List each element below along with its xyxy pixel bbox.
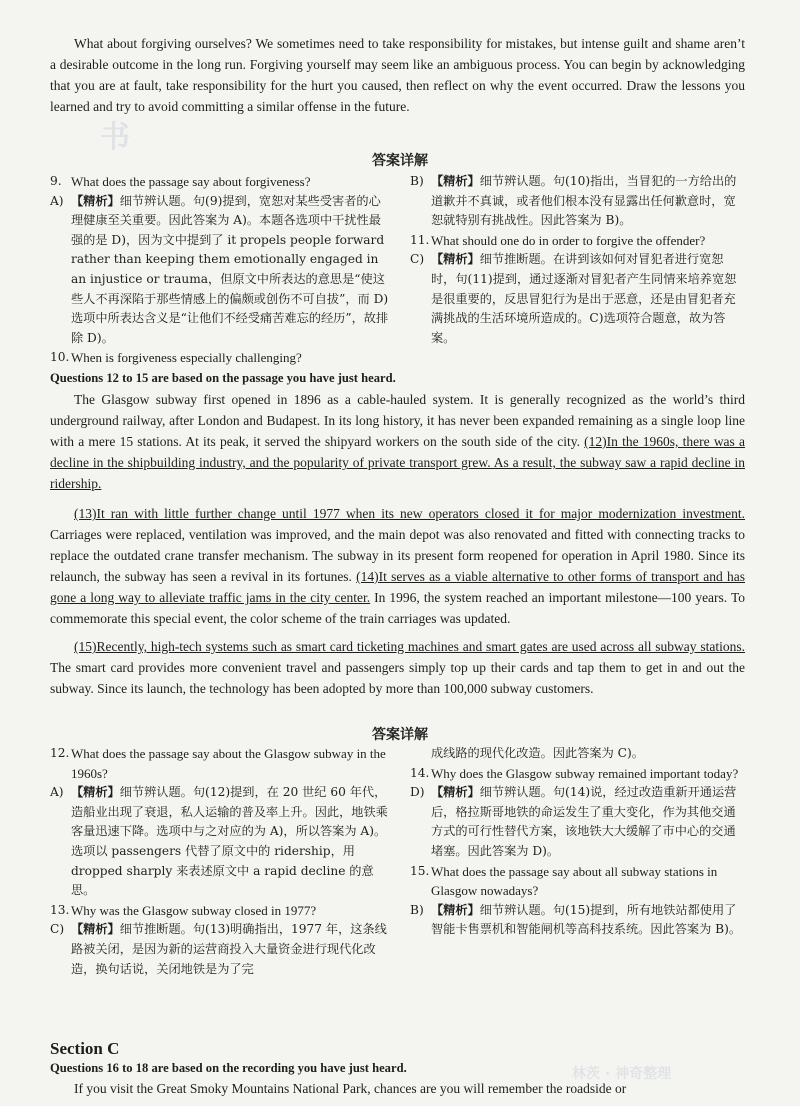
section-c-first-line: If you visit the Great Smoky Mountains National Park, chances are you will remember the roadside or bbox=[74, 1081, 627, 1096]
passage-2-paragraph-1 bbox=[50, 389, 745, 494]
item-text: 细节推断题。在讲到该如何对冒犯者进行宽恕时，句(11)提到，通过逐渐对冒犯者产生同情来培养宽恕是很重要的，反思冒犯行为是出于恶意，还是由冒犯者充满挑战的生活环境所造成的。C)选项符合题意，故为答案。 bbox=[431, 252, 737, 345]
underlined-sentence-14: (14)It serves as a viable alternative to other forms of transport and has gone a long way to alleviate traffic jams in the city center. bbox=[50, 569, 745, 605]
passage-2-text: The Glasgow subway first opened in 1896 as a cable-hauled system. It is generally recognized as the world’s third underground railway, after London and Budapest. In its long history, it has never been expanded remaining as a single loop line with a mere 15 stations. At its peak, it served the shipyard workers on the south side of the city. bbox=[50, 392, 745, 449]
question-number: 15. bbox=[410, 863, 430, 878]
answer-item bbox=[410, 250, 745, 348]
analysis-tag: 【精析】 bbox=[431, 174, 480, 188]
answers-2-left bbox=[50, 744, 390, 979]
item-text: Why was the Glasgow subway closed in 1977? bbox=[71, 902, 317, 918]
analysis-tag: 【精析】 bbox=[431, 785, 480, 800]
question-item bbox=[410, 764, 745, 784]
question-number: 14. bbox=[410, 765, 430, 780]
answers-1-right bbox=[410, 172, 745, 348]
passage-2-text: Carriages were replaced, ventilation was improved, and the main depot was also renovated and fitted with connecting tracks to replace the outdated crane transfer mechanism. The subway in its present form reopened for operation in April 1980. Since its relaunch, the subway has seen a revival in its fortunes. bbox=[50, 527, 745, 584]
intro-paragraph: What about forgiving ourselves? We sometimes need to take responsibility for mistakes, but intense guilt and shame aren’t a desirable outcome in the long run. Forgiving yourself may seem like an ambiguous process. You can begin by acknowledging that you are at fault, take responsibility for the hurt you caused, then reflect on why the event occurred. Draw the lessons you learned and try to avoid committing a similar offense in the future. bbox=[50, 36, 745, 114]
item-text: What does the passage say about all subway stations in Glasgow nowadays? bbox=[431, 863, 718, 899]
question-item bbox=[410, 862, 745, 901]
item-text: 细节辨认题。句(12)提到，在 20 世纪 60 年代，造船业出现了衰退，私人运输的普及率上升。因此，地铁乘客量迅速下降。选项中与之对应的为 A)，所以答案为 A)。选项以 passengers 代替了原文中的 ridership，用 dropped sharply 来表述原文中 a rapid decline 的意思。 bbox=[71, 785, 388, 898]
question-item bbox=[50, 348, 390, 368]
answer-explanation bbox=[71, 192, 390, 349]
item-text: What should one do in order to forgive the offender? bbox=[431, 232, 706, 248]
watermark-footer: 林茨 · 神奇整理 bbox=[572, 1066, 672, 1082]
question-text bbox=[71, 744, 390, 783]
underlined-sentence-13: (13)It ran with little further change until 1977 when its new operators closed it for major modernization investment. bbox=[74, 506, 745, 521]
answer-item bbox=[50, 192, 390, 349]
question-text bbox=[71, 901, 390, 921]
watermark-char: 书 bbox=[100, 120, 130, 155]
passage-2-paragraph-3 bbox=[50, 636, 745, 699]
answer-choice: C) bbox=[410, 252, 425, 267]
question-item bbox=[50, 901, 390, 921]
question-item bbox=[410, 231, 745, 251]
underlined-sentence-15: (15)Recently, high-tech systems such as smart card ticketing machines and smart gates are used across all subway stations. bbox=[74, 639, 745, 654]
question-number: 11. bbox=[410, 232, 430, 247]
item-text: 细节辨认题。句(14)说，经过改造重新开通运营后，格拉斯哥地铁的命运发生了重大变化，作为其他交通方式的可行性替代方案，该地铁大大缓解了市中心的交通堵塞。因此答案为 D)。 bbox=[431, 785, 737, 858]
answer-item bbox=[50, 920, 390, 979]
analysis-tag: 【精析】 bbox=[71, 922, 120, 937]
item-text: Why does the Glasgow subway remained important today? bbox=[431, 765, 739, 781]
question-item bbox=[50, 172, 390, 192]
answer-choice: C) bbox=[50, 922, 65, 937]
analysis-tag: 【精析】 bbox=[71, 785, 120, 800]
answer-explanation bbox=[431, 744, 745, 764]
passage-2-paragraph-2 bbox=[50, 503, 745, 629]
item-text: 细节推断题。句(13)明确指出，1977 年，这条线路被关闭，是因为新的运营商投入大量资金进行现代化改造，换句话说，关闭地铁是为了完 bbox=[71, 922, 387, 976]
answer-choice: B) bbox=[410, 174, 424, 188]
item-text: 细节辨认题。句(9)提到，宽恕对某些受害者的心理健康至关重要。因此答案为 A)。本题各选项中干扰性最强的是 D)，因为文中提到了 it propels people forward rather than keeping them emotionally engaged in an injustice or trauma，但原文中所表达的意思是“使这些人不再深陷于那些情感上的偏颇或创伤不可自拔”，而 D)选项中所表达含义是“让他们不经受痛苦难忘的经历”，故排除 D)。 bbox=[71, 193, 389, 345]
item-text: What does the passage say about the Glasgow subway in the 1960s? bbox=[71, 746, 386, 781]
answer-choice: A) bbox=[50, 785, 64, 800]
question-number: 12. bbox=[50, 746, 70, 760]
answers-1-left bbox=[50, 172, 390, 368]
question-text bbox=[431, 862, 745, 901]
item-text: 细节辨认题。句(10)指出，当冒犯的一方给出的道歉并不真诚，或者他们根本没有显露出任何歉意时，宽恕就特别有挑战性。因此答案为 B)。 bbox=[431, 174, 737, 228]
question-number: 9. bbox=[50, 174, 62, 188]
analysis-tag: 【精析】 bbox=[431, 902, 480, 917]
answer-explanation bbox=[71, 783, 390, 901]
section-c-title: Section C bbox=[50, 1039, 120, 1058]
passage-2-text: The smart card provides more convenient travel and passengers simply top up their cards and tap them to get in and out the subway. Since its launch, the technology has been adopted by more than 100,000 subway customers. bbox=[50, 660, 745, 696]
answers-heading-2: 答案详解 bbox=[372, 727, 428, 743]
answer-choice bbox=[410, 744, 431, 764]
question-text bbox=[431, 231, 745, 251]
answer-item bbox=[410, 172, 745, 231]
passage-2-text: In 1996, the system reached an important milestone—100 years. To commemorate this special event, the color scheme of the train carriages was updated. bbox=[50, 590, 746, 626]
answer-choice: D) bbox=[410, 785, 425, 800]
answer-explanation bbox=[431, 172, 745, 231]
answer-item bbox=[50, 783, 390, 901]
passage-2-title: Questions 12 to 15 are based on the passage you have just heard. bbox=[50, 371, 396, 385]
question-number: 10. bbox=[50, 350, 70, 365]
item-text: When is forgiveness especially challenging? bbox=[71, 350, 302, 366]
question-item bbox=[50, 744, 390, 783]
answer-choice: A) bbox=[50, 193, 64, 208]
answers-heading-1: 答案详解 bbox=[372, 153, 428, 169]
question-text bbox=[71, 348, 390, 368]
answer-explanation bbox=[431, 901, 745, 940]
answer-explanation bbox=[431, 783, 745, 861]
answer-choice: B) bbox=[410, 902, 424, 917]
answers-2-right bbox=[410, 744, 745, 940]
answer-explanation bbox=[431, 250, 745, 348]
answer-explanation bbox=[71, 920, 390, 979]
item-text: 细节辨认题。句(15)提到，所有地铁站都使用了智能卡售票机和智能闸机等高科技系统。因此答案为 B)。 bbox=[431, 902, 742, 937]
answer-item bbox=[410, 901, 745, 940]
answer-item bbox=[410, 744, 745, 764]
answer-item bbox=[410, 783, 745, 861]
analysis-tag: 【精析】 bbox=[431, 252, 480, 267]
section-c-subtitle: Questions 16 to 18 are based on the recording you have just heard. bbox=[50, 1061, 407, 1075]
item-text: What does the passage say about forgiveness? bbox=[71, 174, 311, 189]
question-number: 13. bbox=[50, 902, 70, 917]
underlined-sentence-12: (12)In the 1960s, there was a decline in the shipbuilding industry, and the popularity of private transport grew. As a result, the subway saw a rapid decline in ridership. bbox=[50, 434, 746, 491]
question-text bbox=[71, 172, 390, 192]
question-text bbox=[431, 764, 745, 784]
item-text: 成线路的现代化改造。因此答案为 C)。 bbox=[431, 746, 644, 760]
analysis-tag: 【精析】 bbox=[71, 193, 120, 208]
